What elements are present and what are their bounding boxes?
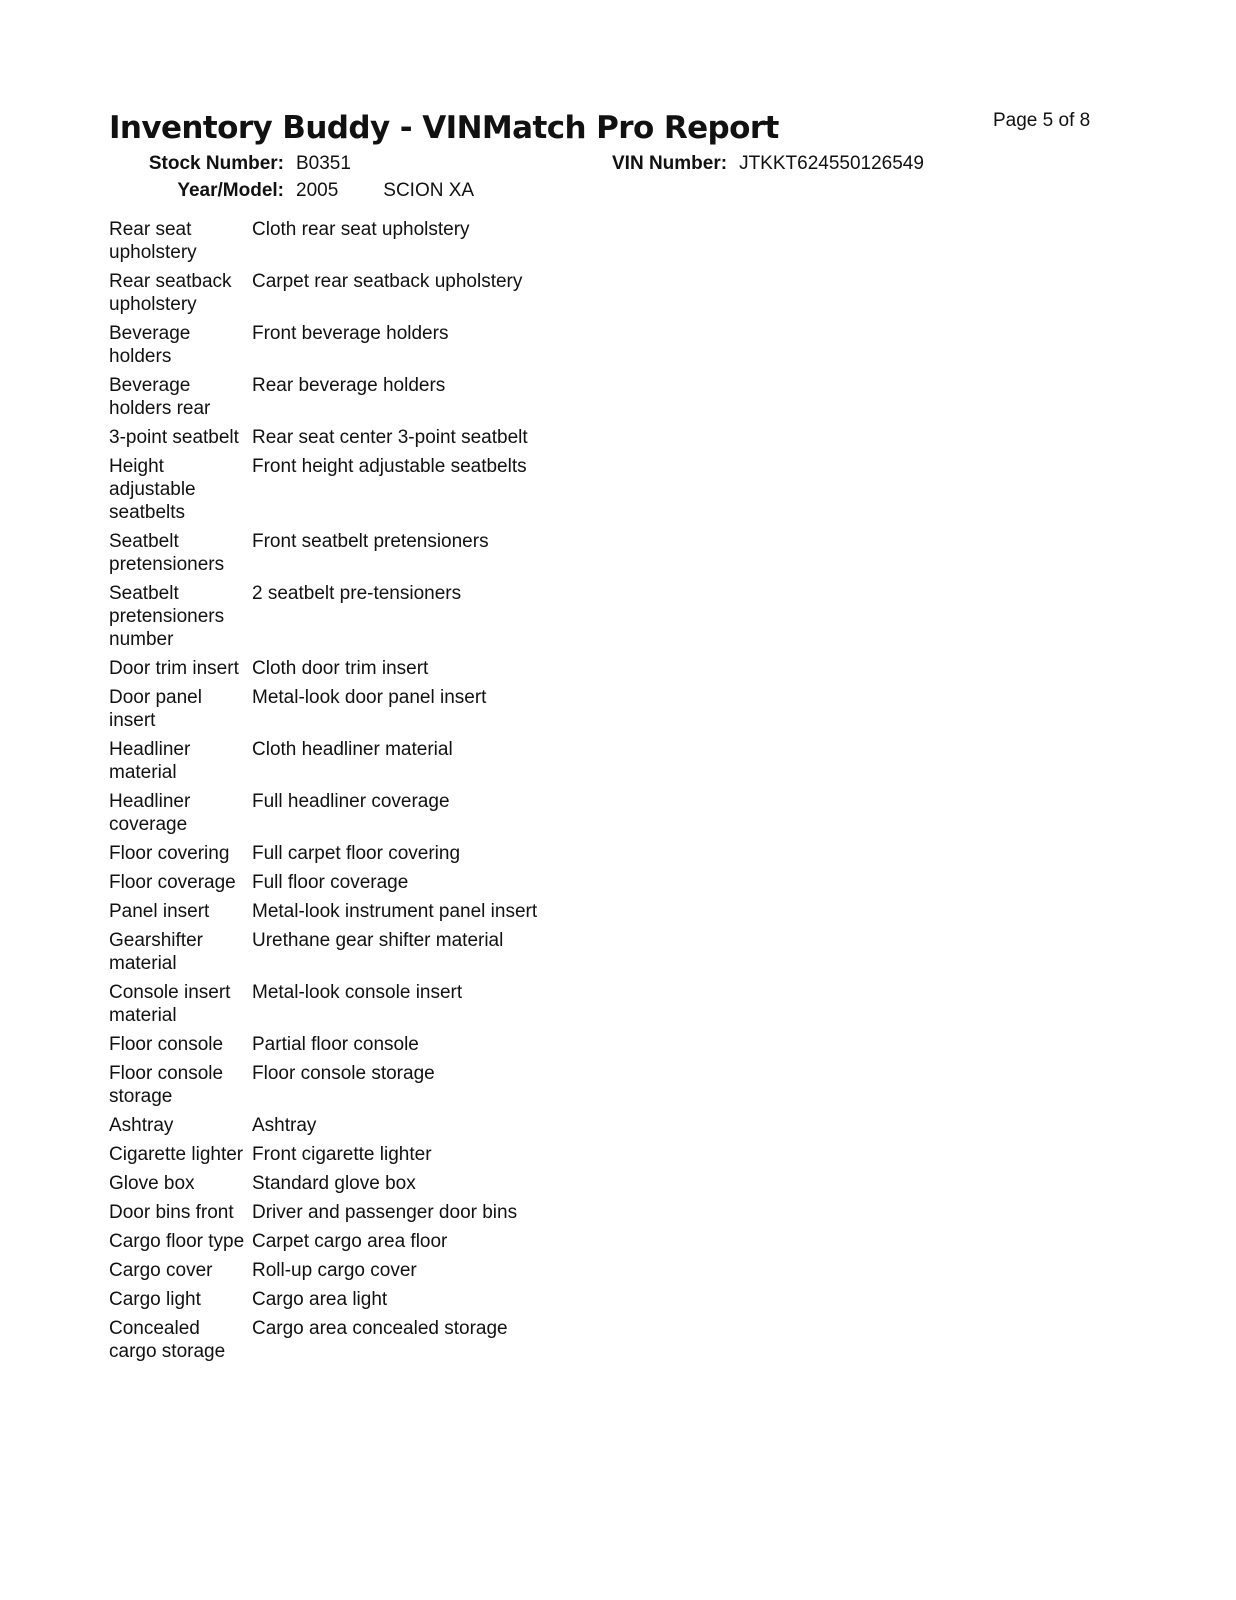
- feature-value: Cloth headliner material: [252, 739, 453, 760]
- feature-value: Cloth door trim insert: [252, 658, 429, 679]
- feature-name: Headliner coverage: [109, 791, 191, 835]
- feature-row: [109, 1172, 589, 1201]
- feature-value: Front height adjustable seatbelts: [252, 456, 527, 477]
- feature-value: Driver and passenger door bins: [252, 1202, 518, 1223]
- feature-value: Carpet rear seatback upholstery: [252, 271, 523, 292]
- feature-value: Full headliner coverage: [252, 791, 450, 812]
- feature-row: [109, 1201, 589, 1230]
- vin-number-label: VIN Number:: [612, 153, 728, 174]
- feature-name: Seatbelt pretensioners number: [109, 583, 225, 650]
- feature-name: Concealed cargo storage: [109, 1318, 226, 1362]
- feature-row: [109, 455, 589, 530]
- feature-name: Rear seat upholstery: [109, 219, 197, 263]
- year-model-label: Year/Model:: [177, 180, 284, 201]
- stock-number-row: [148, 153, 351, 175]
- feature-row: [109, 1114, 589, 1143]
- feature-name: Door bins front: [109, 1202, 234, 1223]
- feature-value: Cloth rear seat upholstery: [252, 219, 470, 240]
- feature-row: [109, 900, 589, 929]
- feature-name: Console insert material: [109, 982, 231, 1026]
- feature-name: Floor console: [109, 1034, 224, 1055]
- feature-name: Height adjustable seatbelts: [109, 456, 196, 523]
- stock-number-value: B0351: [296, 153, 351, 174]
- report-title: Inventory Buddy - VINMatch Pro Report: [109, 110, 779, 146]
- feature-value: Metal-look console insert: [252, 982, 463, 1003]
- feature-name: 3-point seatbelt: [109, 427, 239, 448]
- feature-name: Door trim insert: [109, 658, 239, 679]
- feature-value: Partial floor console: [252, 1034, 419, 1055]
- year-model-row: [148, 180, 474, 202]
- feature-value: Front seatbelt pretensioners: [252, 531, 489, 552]
- feature-name: Panel insert: [109, 901, 210, 922]
- feature-value: Floor console storage: [252, 1063, 435, 1084]
- feature-name: Headliner material: [109, 739, 191, 783]
- feature-name: Rear seatback upholstery: [109, 271, 232, 315]
- feature-value: Ashtray: [252, 1115, 317, 1136]
- features-table: [109, 218, 589, 1369]
- feature-value: Rear seat center 3-point seatbelt: [252, 427, 528, 448]
- feature-value: Roll-up cargo cover: [252, 1260, 417, 1281]
- feature-row: [109, 1062, 589, 1114]
- feature-value: Rear beverage holders: [252, 375, 446, 396]
- feature-value: 2 seatbelt pre-tensioners: [252, 583, 462, 604]
- feature-name: Floor coverage: [109, 872, 236, 893]
- page-number: Page 5 of 8: [993, 110, 1091, 131]
- vin-number-value: JTKKT624550126549: [739, 153, 924, 174]
- feature-name: Ashtray: [109, 1115, 174, 1136]
- feature-row: [109, 1259, 589, 1288]
- feature-name: Beverage holders: [109, 323, 191, 367]
- feature-name: Door panel insert: [109, 687, 202, 731]
- feature-row: [109, 426, 589, 455]
- feature-row: [109, 790, 589, 842]
- feature-row: [109, 981, 589, 1033]
- feature-row: [109, 374, 589, 426]
- feature-name: Cargo light: [109, 1289, 201, 1310]
- feature-value: Carpet cargo area floor: [252, 1231, 448, 1252]
- feature-value: Front cigarette lighter: [252, 1144, 432, 1165]
- feature-name: Cigarette lighter: [109, 1144, 244, 1165]
- feature-name: Gearshifter material: [109, 930, 203, 974]
- feature-row: [109, 738, 589, 790]
- feature-row: [109, 582, 589, 657]
- feature-row: [109, 686, 589, 738]
- feature-row: [109, 1317, 589, 1369]
- feature-row: [109, 1230, 589, 1259]
- feature-value: Metal-look door panel insert: [252, 687, 487, 708]
- feature-row: [109, 1288, 589, 1317]
- feature-name: Seatbelt pretensioners: [109, 531, 225, 575]
- features-table-body: [109, 218, 589, 1369]
- model-value: SCION XA: [383, 180, 475, 201]
- feature-row: [109, 322, 589, 374]
- feature-value: Urethane gear shifter material: [252, 930, 504, 951]
- feature-value: Standard glove box: [252, 1173, 416, 1194]
- feature-row: [109, 871, 589, 900]
- feature-value: Front beverage holders: [252, 323, 449, 344]
- feature-value: Cargo area concealed storage: [252, 1318, 508, 1339]
- feature-value: Full floor coverage: [252, 872, 409, 893]
- feature-row: [109, 1033, 589, 1062]
- stock-number-label: Stock Number:: [148, 153, 284, 174]
- feature-row: [109, 842, 589, 871]
- feature-row: [109, 270, 589, 322]
- feature-name: Beverage holders rear: [109, 375, 211, 419]
- feature-row: [109, 929, 589, 981]
- feature-name: Floor console storage: [109, 1063, 224, 1107]
- feature-name: Glove box: [109, 1173, 195, 1194]
- feature-name: Cargo floor type: [109, 1231, 245, 1252]
- feature-row: [109, 1143, 589, 1172]
- feature-value: Cargo area light: [252, 1289, 388, 1310]
- feature-name: Cargo cover: [109, 1260, 213, 1281]
- year-value: 2005: [296, 180, 339, 201]
- feature-value: Full carpet floor covering: [252, 843, 461, 864]
- feature-name: Floor covering: [109, 843, 230, 864]
- feature-row: [109, 218, 589, 270]
- feature-row: [109, 657, 589, 686]
- feature-value: Metal-look instrument panel insert: [252, 901, 538, 922]
- feature-row: [109, 530, 589, 582]
- vin-number-row: [612, 153, 924, 175]
